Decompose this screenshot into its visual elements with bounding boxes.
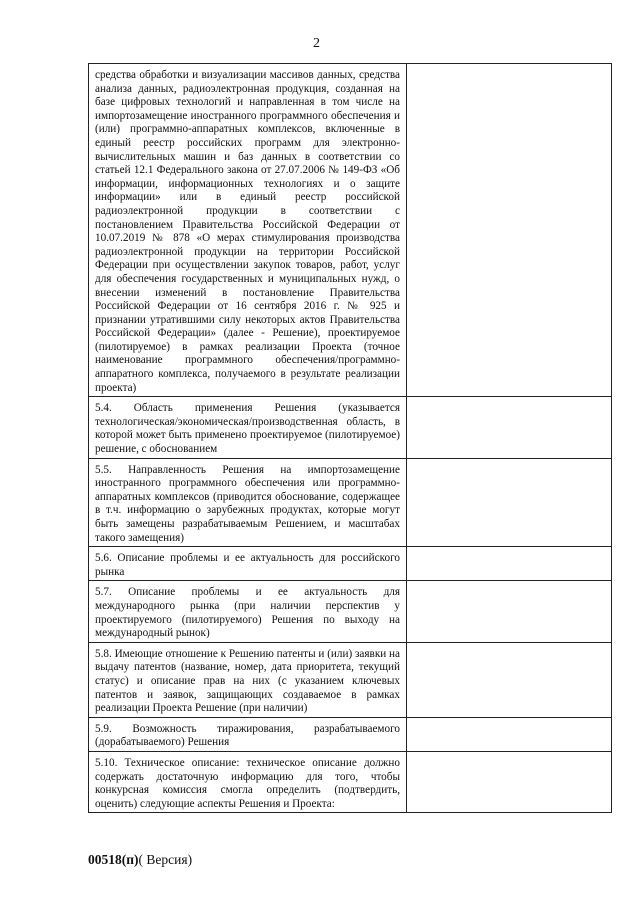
document-code-number: 00518(п): [88, 852, 139, 867]
row-label: 5.7. Описание проблемы и ее актуальность для международного рынка (при наличии перспектив у проектируемого (пилотируемого) Решения по выходу на международный рынок): [89, 581, 407, 642]
row-label: 5.4. Область применения Решения (указывается технологическая/экономическая/производственная область, в которой может быть применено проектируемое (пилотируемое) решение, с обоснованием: [89, 397, 407, 458]
row-label: 5.8. Имеющие отношение к Решению патенты и (или) заявки на выдачу патентов (название, номер, дата приоритета, текущий статус) и описание прав на них (с указанием ключевых патентов и заявок, защищающих создаваемое в рамках реализации Проекта Решение (при наличии): [89, 642, 407, 717]
table-row: [89, 64, 612, 397]
table-row: [89, 397, 612, 458]
table-row: [89, 642, 612, 717]
row-label: 5.5. Направленность Решения на импортозамещение иностранного программного обеспечения или программно-аппаратных комплексов (приводится обоснование, содержащее в т.ч. информацию о зарубежных продуктах, которые могут быть замещены разрабатываемым Решением, и масштабах такого замещения): [89, 458, 407, 547]
row-value-field[interactable]: [407, 717, 612, 751]
document-code: [88, 852, 192, 868]
row-label: 5.10. Техническое описание: техническое описание должно содержать достаточную информацию для того, чтобы конкурсная комиссия смогла определить (подтвердить, оценить) следующие аспекты Решения и Проекта:: [89, 751, 407, 812]
table-row: [89, 717, 612, 751]
table-row: [89, 547, 612, 581]
document-version: ( Версия): [138, 852, 193, 867]
row-value-field[interactable]: [407, 547, 612, 581]
row-value-field[interactable]: [407, 64, 612, 397]
row-value-field[interactable]: [407, 581, 612, 642]
row-value-field[interactable]: [407, 751, 612, 812]
row-value-field[interactable]: [407, 397, 612, 458]
row-label: 5.6. Описание проблемы и ее актуальность для российского рынка: [89, 547, 407, 581]
application-form-table: [88, 63, 612, 813]
row-value-field[interactable]: [407, 458, 612, 547]
row-label: 5.9. Возможность тиражирования, разрабатываемого (дорабатываемого) Решения: [89, 717, 407, 751]
page-number: 2: [313, 36, 320, 51]
row-value-field[interactable]: [407, 642, 612, 717]
table-row: [89, 751, 612, 812]
table-row: [89, 581, 612, 642]
row-label: средства обработки и визуализации массивов данных, средства анализа данных, радиоэлектронная продукция, созданная на базе цифровых технологий и направленная в том числе на импортозамещение иностранного программного обеспечения и (или) программно-аппаратных комплексов, включенные в единый реестр российских программ для электронно-вычислительных машин и баз данных в соответствии со статьей 12.1 Федерального закона от 27.07.2006 № 149-ФЗ «Об информации, информационных технологиях и о защите информации» или в единый реестр российской радиоэлектронной продукции в соответствии с постановлением Правительства Российской Федерации от 10.07.2019 № 878 «О мерах стимулирования производства радиоэлектронной продукции на территории Российской Федерации при осуществлении закупок товаров, работ, услуг для обеспечения государственных и муниципальных нужд, о внесении изменений в постановление Правительства Российской Федерации от 16 сентября 2016 г. № 925 и признании утратившими силу некоторых актов Правительства Российской Федерации» (далее - Решение), проектируемое (пилотируемое) в рамках реализации Проекта (точное наименование программного обеспечения/программно-аппаратного комплекса, получаемого в результате реализации проекта): [89, 64, 407, 397]
table-row: [89, 458, 612, 547]
